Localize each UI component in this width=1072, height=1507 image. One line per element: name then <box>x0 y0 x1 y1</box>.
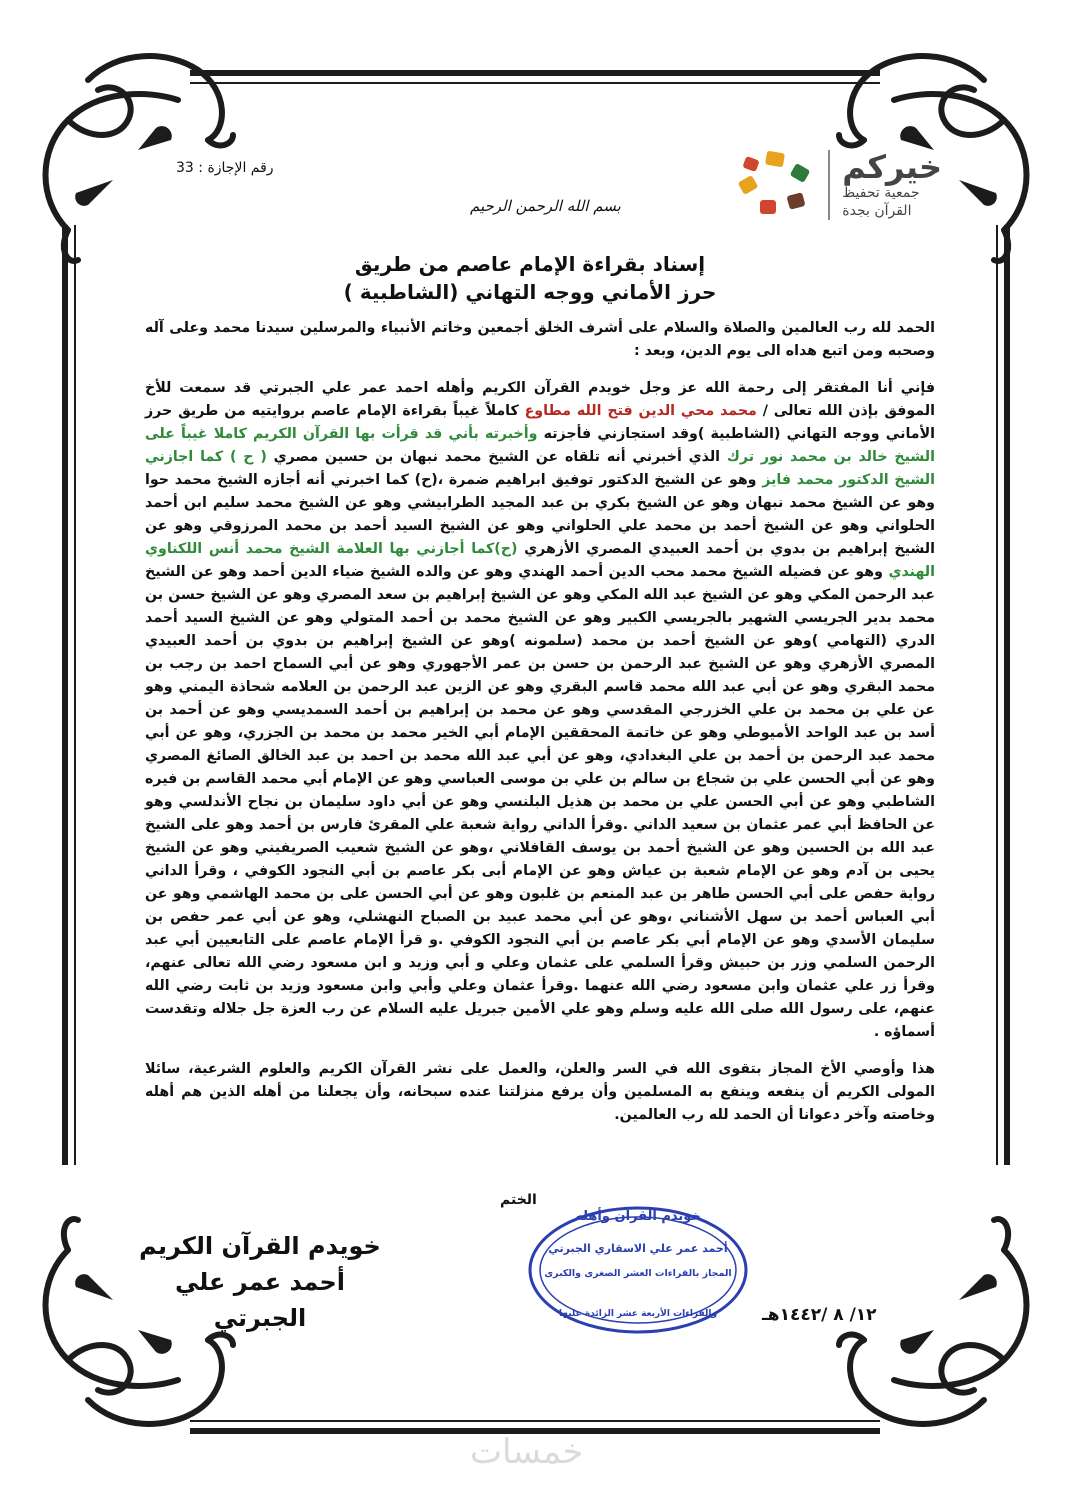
chain-intro: فإني أنا المفتقر إلى رحمة الله عز وجل خويدم القرآن الكريم وأهله احمد عمر علي الجبرتي قد سمعت للأخ الموفق بإذن الله تعالى / <box>145 380 935 419</box>
frame-left-line <box>62 225 68 1165</box>
basmala: بسم الله الرحمن الرحيم <box>470 197 621 215</box>
logo-emblem-icon <box>736 150 816 220</box>
stamp-line2: المجاز بالقراءات العشر الصغرى والكبرى <box>544 1268 732 1279</box>
logo-line2: القرآن بجدة <box>842 203 912 219</box>
stamp-line1: أحمد عمر علي الاسقاري الجبرتي <box>548 1242 728 1255</box>
logo-name: خيركم <box>842 148 942 186</box>
frame-left-inner-line <box>74 225 76 1165</box>
paragraph-closing: هذا وأوصي الأخ المجاز بتقوى الله في السر والعلن، والعمل على نشر القرآن الكريم والعلوم الشرعية، سائلا المولى الكريم أن ينفعه وينفع به المسلمين وأن يرفع منزلتنا عنده سبحانه، وأن يجعلنا من أهله الذين هم أهله وخاصته وآخر دعوانا أن الحمد لله رب العالمين. <box>145 1061 935 1123</box>
frame-right-line <box>1004 225 1010 1165</box>
logo-separator <box>828 150 830 220</box>
chain-part-b: كاملاً غيباً بقراءة الإمام عاصم بروايتيه من طريق حرز الأماني ووجه التهاني (الشاطبية )وقد استجازني فأجزته <box>145 403 935 442</box>
stamp-label: الختم <box>500 1192 537 1208</box>
logo-text <box>842 150 942 220</box>
signature-block <box>130 1228 390 1336</box>
paragraph-chain <box>145 377 935 1044</box>
official-stamp <box>498 1190 753 1340</box>
logo-line1: جمعية تحفيظ <box>842 185 920 201</box>
paragraph-opening: الحمد لله رب العالمين والصلاة والسلام على أشرف الخلق أجمعين وخاتم الأنبياء والمرسلين سيدنا محمد وعلى آله وصحبه ومن اتبع هداه الى يوم الدين، وبعد : <box>145 320 935 359</box>
title-line2: حرز الأماني ووجه التهاني (الشاطبية ) <box>343 280 717 304</box>
stamp-bottom: والقراءات الأربعة عشر الزائدة عليها <box>558 1309 718 1319</box>
corner-ornament-bottom-right <box>814 1210 1044 1440</box>
chain-part-c: الذي أخبرني أنه تلقاه عن الشيخ محمد نبهان بن حسين مصري <box>273 449 721 465</box>
frame-top-inner-line <box>190 82 880 84</box>
license-number: رقم الإجازة : 33 <box>176 160 274 176</box>
title-line1: إسناد بقراءة الإمام عاصم من طريق <box>354 252 706 276</box>
document-body <box>145 317 935 1141</box>
frame-bottom-inner-line <box>190 1420 880 1422</box>
chain-part-d: وهو عن الشيخ الدكتور توفيق ابراهيم ضمرة ،(ح) كما اخبرني أنه أجازه الشيخ محمد حوا وهو عن الشيخ محمد نبهان وهو عن الشيخ بكري بن عبد المجيد الطرابيشي وهو عن الشيخ محمد سليم ابن أحمد الحلواني وهو عن الشيخ أحمد بن محمد علي الحلواني وهو عن الشيخ السيد أحمد بن محمد المرزوقي وهو عن الشيخ إبراهيم بن بدوي بن أحمد العبيدي المصري الأزهري <box>145 472 935 557</box>
signature-line2: أحمد عمر علي الجبرتي <box>174 1268 346 1332</box>
frame-right-inner-line <box>996 225 998 1165</box>
chain-teacher-3: (ح)كما أجازني بها العلامة الشيخ محمد أنس اللكناوي الهندي <box>145 541 935 580</box>
stamp-top: خويدم القرآن وأهله <box>575 1209 701 1224</box>
student-name: محمد محي الدين فتح الله مطاوع <box>524 403 757 419</box>
frame-top-line <box>190 70 880 76</box>
chain-teacher-2: ( ح ) كما اجازني الشيخ الدكتور محمد فايز <box>145 449 935 488</box>
corner-ornament-top-left <box>28 40 258 270</box>
issue-date: ١٢/ ٨ /١٤٤٢هـ <box>762 1305 877 1325</box>
watermark: خمسات <box>470 1432 584 1472</box>
chain-teacher-1: وأخبرته بأني قد قرأت بها القرآن الكريم كاملا غيباً على الشيخ خالد بن محمد نور ترك <box>145 426 935 465</box>
signature-line1: خويدم القرآن الكريم <box>139 1232 381 1260</box>
document-title <box>250 250 810 306</box>
association-logo <box>736 150 942 220</box>
chain-part-e: وهو عن فضيله الشيخ محمد محب الدين أحمد الهندي وهو عن والده الشيخ ضياء الدين أحمد وهو عن الشيخ عبد الرحمن المكي وهو عن الشيخ عبد الله المكي وهو عن الشيخ إبراهيم بن سعد المصري وهو عن الشيخ حسن بن محمد بدير الجريسي الشهير بالجريسي الكبير وهو عن الشيخ محمد بن أحمد المتولي وهو عن الشيخ السيد أحمد الدري (التهامي )وهو عن الشيخ أحمد بن محمد (سلمونه )وهو عن الشيخ إبراهيم بن بدوي بن أحمد العبيدي المصري الأزهري وهو عن الشيخ عبد الرحمن بن حسن بن عمر الأجهوري وهو عن أبي السماح احمد بن رجب بن محمد البقري وهو عن أبي عبد الله محمد قاسم البقري وهو عن الزين عبد الرحمن بن العلامه شحاذة اليمني وهو عن علي بن محمد بن علي الخزرجي المقدسي وهو عن محمد بن إبراهيم بن أحمد السمديسي وهو عن أحمد بن أسد بن عبد الواحد الأميوطي وهو عن خاتمة المحققين الإمام أبي الخير محمد بن محمد بن الجزري، وهو عن أبي محمد عبد الرحمن بن أحمد بن علي البغدادي، وهو عن أبي عبد الله محمد بن احمد بن عبد الخالق الصائغ المصري وهو عن أبي الحسن علي بن شجاع بن سالم بن علي بن موسى العباسي وهو عن الإمام أبي محمد القاسم بن فيره الشاطبي وهو عن أبي الحسن علي بن محمد بن هذيل البلنسي وهو عن أبي داود سليمان بن نجاح الأندلسي وهو عن الحافظ أبي عمر عثمان بن سعيد الداني .وقرأ الداني رواية شعبة علي المقرئ فارس بن أحمد وهو على الشيخ عبد الله بن الحسين وهو عن الشيخ أحمد بن يوسف القافلاني ،وهو عن الشيخ شعيب الصريفيني وهو عن الشيخ يحيى بن آدم وهو عن الإمام شعبة بن عياش وهو عن الإمام أبى بكر عاصم بن أبي النجود الكوفي ، وقرأ الداني رواية حفص على أبي الحسن طاهر بن عبد المنعم بن غلبون وهو عن أبي الحسن على بن محمد الهاشمي وهو عن أبي العباس أحمد بن سهل الأشناني ،وهو عن أبي محمد عبيد بن الصباح النهشلي، وهو عن أبي عمر حفص بن سليمان الأسدي وهو عن الإمام أبي بكر عاصم بن أبي النجود الكوفي .و قرأ الإمام عاصم على التابعيين أبي عبد الرحمن السلمي وزر بن حبيش وقرأ السلمي على عثمان وعلي و أبي وزيد و ابن مسعود رضي الله تعالى عنهم، وقرأ زر علي عثمان وابن مسعود رضي الله عنهما .وقرأ عثمان وعلي وأبي وابن مسعود وزيد بن ثابت رضي الله عنهم، على رسول الله صلى الله عليه وسلم وهو علي الأمين جبريل عليه السلام عن رب العزة جل جلاله وتقدست أسماؤه . <box>145 564 935 1040</box>
